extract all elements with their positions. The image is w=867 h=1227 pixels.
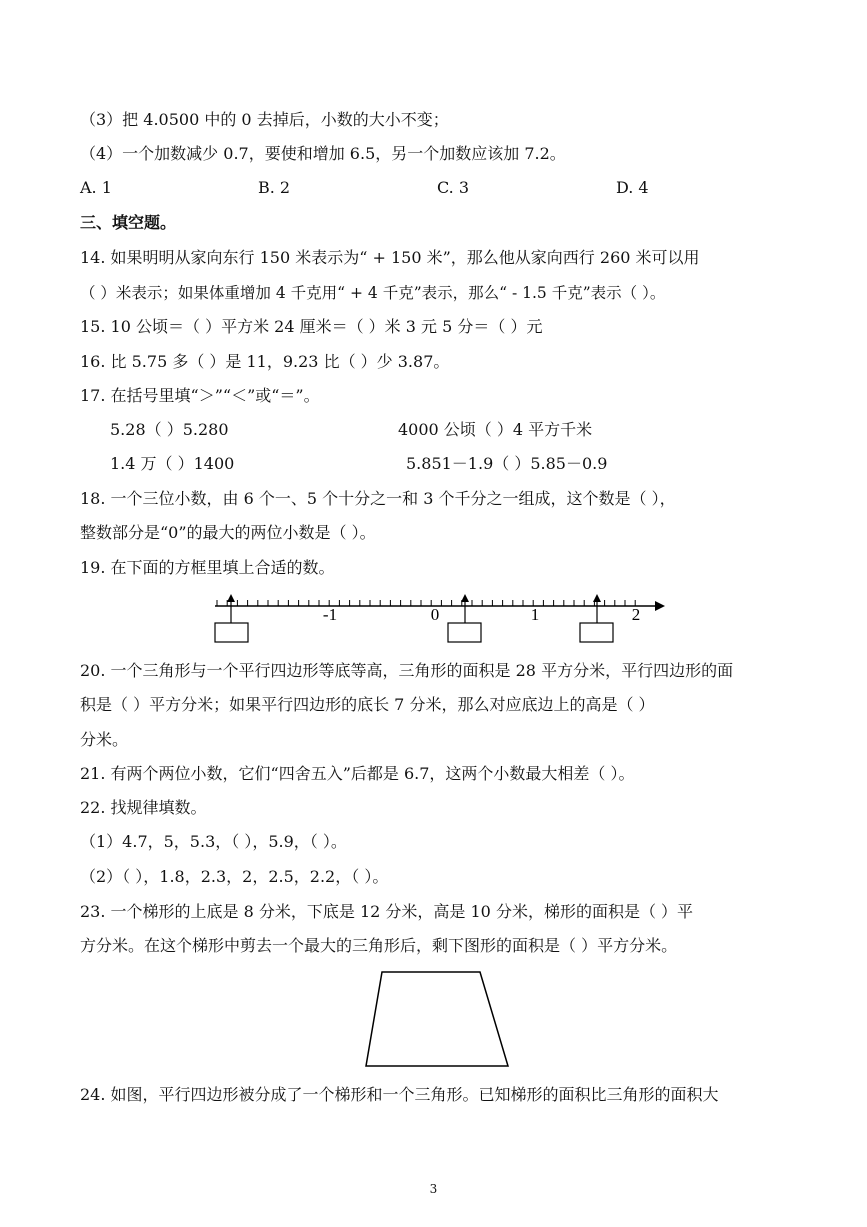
number-line-ticks bbox=[217, 600, 635, 606]
question-17-item-a: 5.28（ ）5.280 bbox=[110, 420, 229, 439]
question-18-line1: 18. 一个三位小数，由 6 个一、5 个十分之一和 3 个千分之一组成，这个数是（ ）， bbox=[80, 489, 676, 508]
answer-box-1[interactable] bbox=[215, 623, 248, 642]
tick-label-1: 1 bbox=[530, 605, 540, 624]
question-14-line1: 14. 如果明明从家向东行 150 米表示为“ + 150 米”，那么他从家向西行 260 米可以用 bbox=[80, 248, 700, 267]
question-17-item-b: 4000 公顷（ ）4 平方千米 bbox=[398, 420, 593, 439]
question-22: 22. 找规律填数。 bbox=[80, 798, 207, 817]
statement-3: （3）把 4.0500 中的 0 去掉后，小数的大小不变； bbox=[80, 110, 449, 129]
answer-box-3[interactable] bbox=[580, 623, 613, 642]
option-a: A. 1 bbox=[80, 178, 112, 197]
question-17: 17. 在括号里填“＞”“＜”或“＝”。 bbox=[80, 386, 320, 405]
question-19: 19. 在下面的方框里填上合适的数。 bbox=[80, 558, 335, 577]
up-arrow-icon bbox=[461, 594, 469, 602]
question-24: 24. 如图，平行四边形被分成了一个梯形和一个三角形。已知梯形的面积比三角形的面积大 bbox=[80, 1085, 719, 1104]
tick-label-2: 2 bbox=[631, 605, 641, 624]
question-21: 21. 有两个两位小数，它们“四舍五入”后都是 6.7，这两个小数最大相差（ ）。 bbox=[80, 764, 635, 783]
question-14-line2: （ ）米表示；如果体重增加 4 千克用“ + 4 千克”表示，那么“ - 1.5 千克”表示（ ）。 bbox=[80, 284, 666, 302]
up-arrow-icon bbox=[593, 594, 601, 602]
question-20-line1: 20. 一个三角形与一个平行四边形等底等高，三角形的面积是 28 平方分米，平行四边形的面 bbox=[80, 661, 734, 680]
option-d: D. 4 bbox=[616, 178, 649, 197]
question-20-line2: 积是（ ）平方分米；如果平行四边形的底长 7 分米，那么对应底边上的高是（ ） bbox=[80, 695, 655, 714]
statement-4: （4）一个加数减少 0.7，要使和增加 6.5，另一个加数应该加 7.2。 bbox=[80, 144, 566, 163]
question-22-part2: （2）（ ），1.8，2.3，2，2.5，2.2，（ ）。 bbox=[80, 867, 389, 886]
option-c: C. 3 bbox=[437, 178, 470, 197]
page-number: 3 bbox=[429, 1182, 438, 1196]
question-16: 16. 比 5.75 多（ ）是 11，9.23 比（ ）少 3.87。 bbox=[80, 352, 450, 371]
option-b: B. 2 bbox=[258, 178, 291, 197]
answer-box-2[interactable] bbox=[448, 623, 481, 642]
question-18-line2: 整数部分是“0”的最大的两位小数是（ ）。 bbox=[80, 523, 376, 542]
question-17-item-c: 1.4 万（ ）1400 bbox=[110, 454, 235, 473]
up-arrow-icon bbox=[227, 594, 235, 602]
trapezoid-shape bbox=[366, 972, 508, 1066]
section-heading: 三、填空题。 bbox=[80, 213, 177, 232]
number-line-figure bbox=[205, 592, 675, 654]
question-23-line1: 23. 一个梯形的上底是 8 分米，下底是 12 分米，高是 10 分米，梯形的面积是（ ）平 bbox=[80, 902, 694, 921]
arrowhead-icon bbox=[655, 601, 665, 611]
question-15: 15. 10 公顷＝（ ）平方米 24 厘米＝（ ）米 3 元 5 分＝（ ）元 bbox=[80, 317, 543, 336]
question-20-line3: 分米。 bbox=[80, 730, 129, 749]
tick-label-0: 0 bbox=[430, 605, 440, 624]
question-23-line2: 方分米。在这个梯形中剪去一个最大的三角形后，剩下图形的面积是（ ）平方分米。 bbox=[80, 936, 678, 955]
question-22-part1: （1）4.7，5，5.3，（ ），5.9，（ ）。 bbox=[80, 832, 347, 851]
question-17-item-d: 5.851－1.9（ ）5.85－0.9 bbox=[406, 454, 608, 473]
tick-label-neg1: -1 bbox=[322, 605, 338, 624]
trapezoid-figure bbox=[360, 968, 520, 1072]
